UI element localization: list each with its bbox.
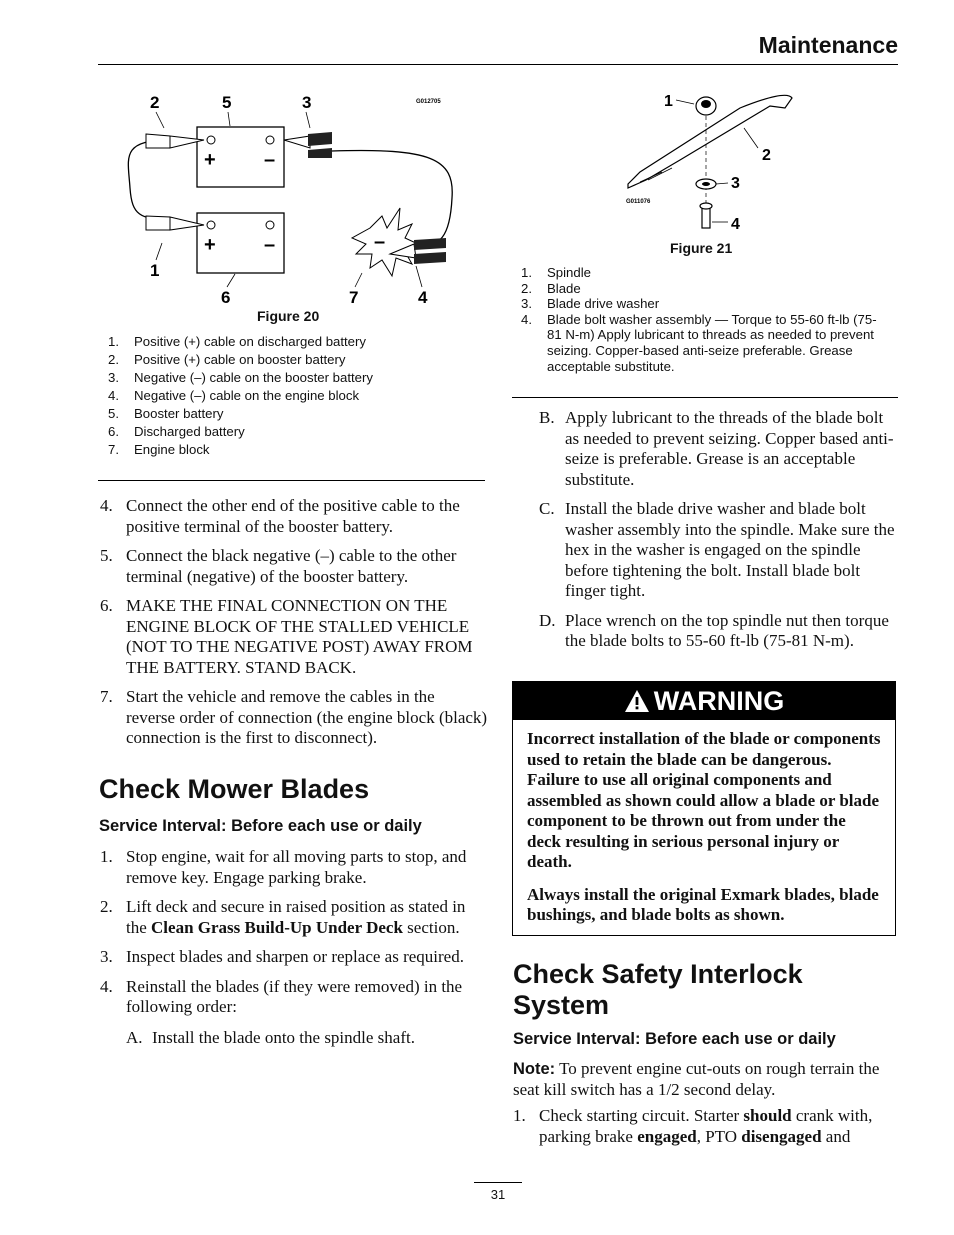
note xyxy=(513,1059,898,1100)
warning-label: WARNING xyxy=(653,686,785,716)
note-label: Note: xyxy=(513,1060,556,1078)
legend-item: 3. Blade drive washer xyxy=(521,296,660,312)
legend-item: 1. Spindle xyxy=(521,265,591,280)
figure-21-caption: Figure 21 xyxy=(670,240,733,256)
page-number: 31 xyxy=(490,1187,506,1202)
figure-20-legend xyxy=(108,333,488,459)
page-number-rule xyxy=(474,1182,522,1183)
section-reference: Clean Grass Build-Up Under Deck xyxy=(151,917,403,937)
warning-box xyxy=(512,681,896,936)
header-rule xyxy=(98,64,898,65)
figure-21-legend xyxy=(521,265,891,374)
figure-21-diagram xyxy=(620,88,800,238)
list-item: 5. Connect the black negative (–) cable to the other terminal (negative) of the booster battery. xyxy=(100,546,457,586)
legend-item: 4. Negative (–) cable on the engine block xyxy=(108,388,360,403)
figure-20-diagram xyxy=(100,88,480,308)
blade-substeps-left xyxy=(126,1028,488,1058)
warning-triangle-icon xyxy=(624,689,650,713)
legend-item: 2. Blade xyxy=(521,280,581,296)
callout-3: 3 xyxy=(731,175,740,192)
blade-steps xyxy=(100,847,488,1027)
list-item: C. Install the blade drive washer and blade bolt washer assembly into the spindle. Make sure the hex in the washer is engaged on the spindle before tightening the bolt. Install blade bolt finger tight. xyxy=(539,499,895,600)
jump-start-steps xyxy=(100,496,488,758)
interlock-steps xyxy=(513,1106,898,1156)
callout-5: 5 xyxy=(222,93,232,112)
list-item: 4. Reinstall the blades (if they were removed) in the following order: xyxy=(100,976,463,1016)
section-title-check-safety-interlock: Check Safety Interlock System xyxy=(513,959,803,1020)
callout-3: 3 xyxy=(302,93,312,112)
section-title-check-mower-blades: Check Mower Blades xyxy=(99,774,370,804)
list-item: 6. MAKE THE FINAL CONNECTION ON THE ENGINE BLOCK OF THE STALLED VEHICLE (NOT TO THE NEGATIVE POST) AWAY FROM THE BATTERY. STAND BACK. xyxy=(100,596,473,677)
figure-code: G011076 xyxy=(626,199,651,205)
list-item: 1. Check starting circuit. Starter should crank with, parking brake engaged, PTO disengaged and xyxy=(513,1106,873,1146)
warning-paragraph: Always install the original Exmark blades, blade bushings, and blade bolts as shown. xyxy=(527,884,879,924)
callout-1: 1 xyxy=(150,261,160,280)
list-item: 1. Stop engine, wait for all moving parts to stop, and remove key. Engage parking brake. xyxy=(100,847,467,887)
list-item: 4. Connect the other end of the positive cable to the positive terminal of the booster battery. xyxy=(100,496,460,536)
page-header-title: Maintenance xyxy=(758,32,898,58)
legend-item: 4. Blade bolt washer assembly — Torque to 55-60 ft-lb (75-81 N-m) Apply lubricant to threads as needed to prevent seizing. Copper-based anti-seize preferable. Grease acceptable substitute. xyxy=(521,311,877,374)
blade-substeps-right xyxy=(539,408,895,661)
figure-20-caption: Figure 20 xyxy=(257,308,320,324)
callout-2: 2 xyxy=(150,93,160,112)
list-item: 3. Inspect blades and sharpen or replace as required. xyxy=(100,947,464,966)
legend-item: 3. Negative (–) cable on the booster battery xyxy=(108,370,373,385)
figure-20-separator xyxy=(98,480,485,481)
service-interval: Service Interval: Before each use or daily xyxy=(99,817,422,835)
service-interval: Service Interval: Before each use or daily xyxy=(513,1030,836,1048)
svg-text:+: + xyxy=(204,234,216,256)
legend-item: 7. Engine block xyxy=(108,442,210,457)
list-item: D. Place wrench on the top spindle nut then torque the blade bolts to 55-60 ft-lb (75-81 N-m). xyxy=(539,610,889,650)
legend-item: 2. Positive (+) cable on booster battery xyxy=(108,352,346,367)
list-item: 2. Lift deck and secure in raised position as stated in the Clean Grass Build-Up Under Deck section. xyxy=(100,897,466,937)
legend-item: 5. Booster battery xyxy=(108,406,224,421)
list-item: A. Install the blade onto the spindle shaft. xyxy=(126,1028,415,1047)
svg-text:–: – xyxy=(264,234,276,256)
warning-paragraph: Incorrect installation of the blade or components used to retain the blade can be dangerous. Failure to use all original components and assembled as shown could allow a blade or blade component to be thrown out from under the deck resulting in serious personal injury or death. xyxy=(527,729,881,871)
legend-item: 6. Discharged battery xyxy=(108,424,245,439)
callout-4: 4 xyxy=(418,288,428,307)
legend-item: 1. Positive (+) cable on discharged battery xyxy=(108,334,367,349)
svg-text:+: + xyxy=(204,149,216,171)
list-item: 7. Start the vehicle and remove the cables in the reverse order of connection (the engine block (black) connection is the first to disconnect). xyxy=(100,687,488,747)
figure-code: G012705 xyxy=(416,99,441,105)
figure-21-separator xyxy=(512,397,898,398)
callout-7: 7 xyxy=(349,288,359,307)
callout-6: 6 xyxy=(221,288,231,307)
callout-4: 4 xyxy=(731,216,740,233)
callout-1: 1 xyxy=(664,93,673,110)
note-text: To prevent engine cut-outs on rough terrain the seat kill switch has a 1/2 second delay. xyxy=(513,1059,880,1099)
callout-2: 2 xyxy=(762,147,771,164)
svg-text:–: – xyxy=(264,149,276,171)
svg-text:–: – xyxy=(374,231,386,253)
list-item: B. Apply lubricant to the threads of the blade bolt as needed to prevent seizing. Copper based anti-seize is preferable. Grease is an acceptable substitute. xyxy=(539,408,894,489)
warning-header xyxy=(513,682,895,720)
